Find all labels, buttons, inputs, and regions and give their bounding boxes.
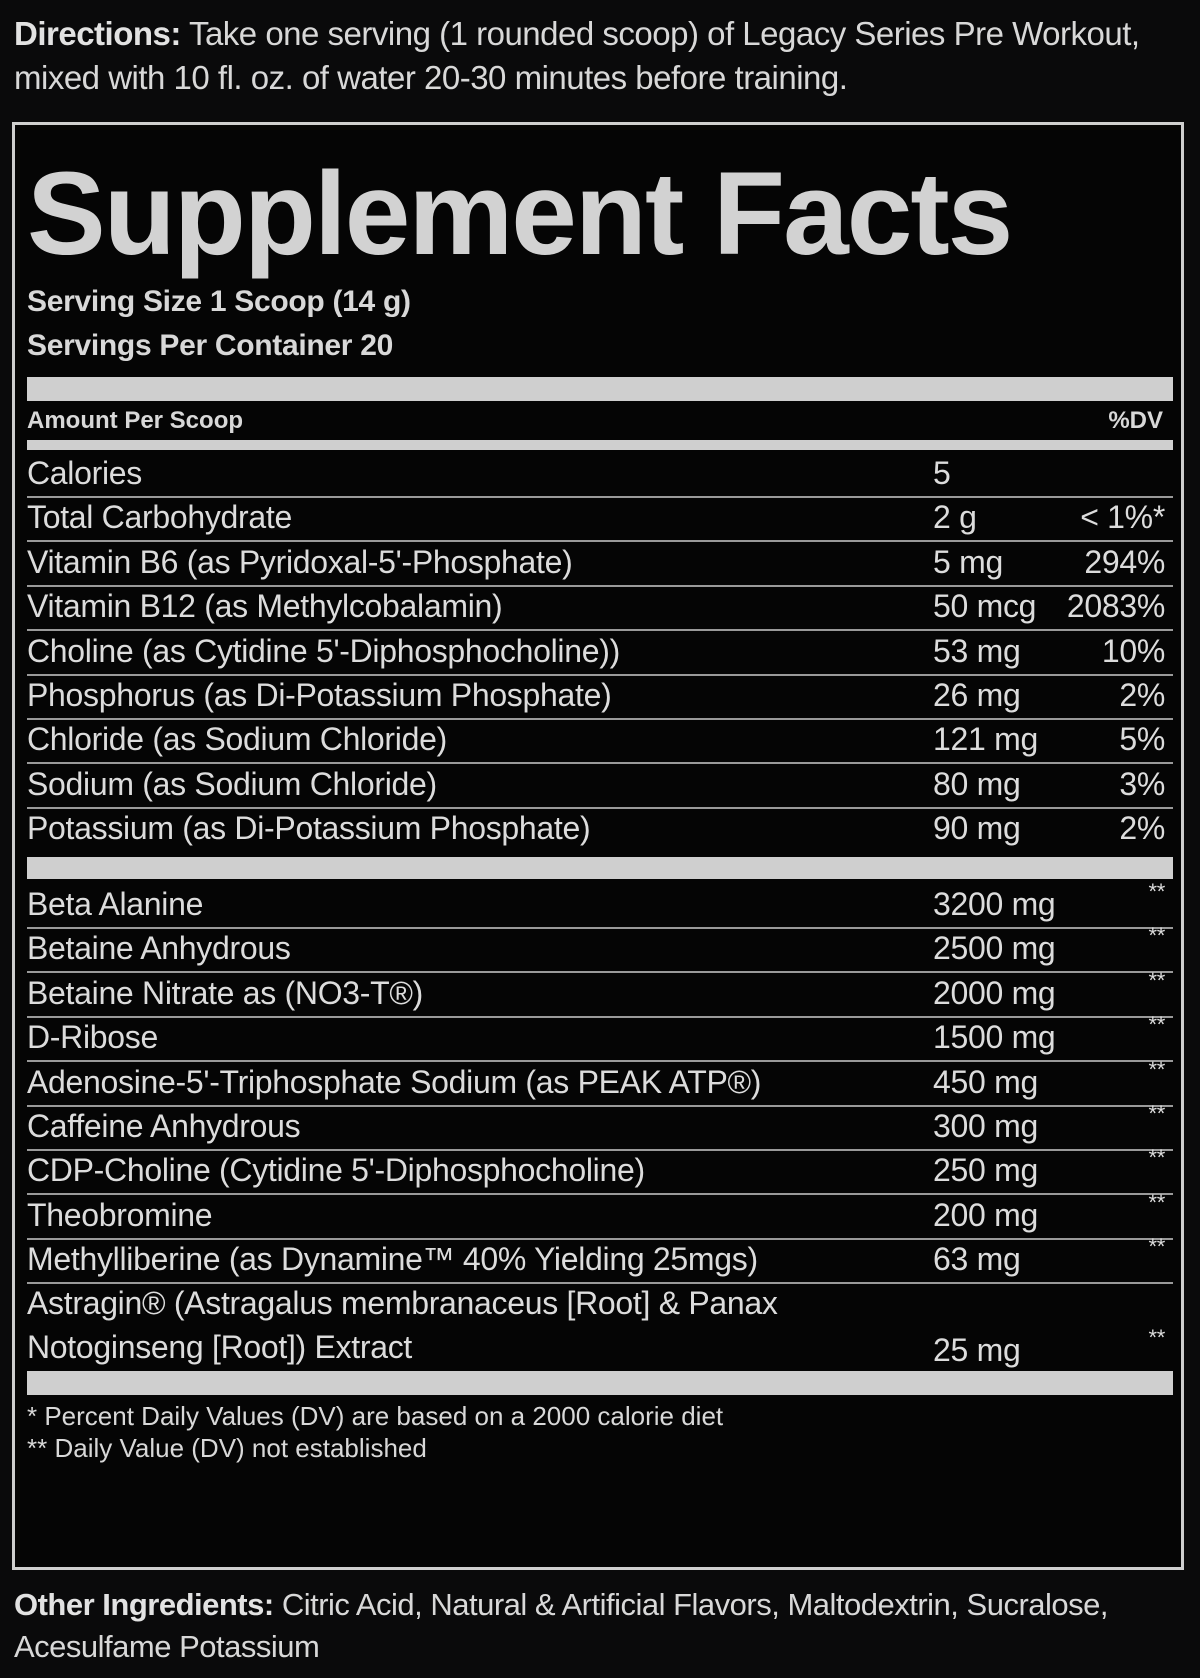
row-amount: 2 g: [933, 499, 977, 536]
nutrient-row: [27, 628, 1173, 676]
row-daily-value: **: [1148, 923, 1165, 949]
row-amount: 200 mg: [933, 1196, 1038, 1233]
serving-size: Serving Size 1 Scoop (14 g): [27, 285, 411, 318]
nutrient-row: [27, 761, 1173, 809]
row-amount: 80 mg: [933, 765, 1021, 802]
row-amount: 53 mg: [933, 632, 1021, 669]
ingredient-row: [27, 1103, 1173, 1151]
row-name: Adenosine-5'-Triphosphate Sodium (as PEAK ATP®): [27, 1063, 762, 1100]
row-name: Choline (as Cytidine 5'-Diphosphocholine)): [27, 632, 620, 669]
other-ingredients-label: Other Ingredients:: [14, 1587, 274, 1622]
other-ingredients: [14, 1584, 1186, 1668]
row-amount: 25 mg: [933, 1331, 1021, 1368]
row-name: Vitamin B12 (as Methylcobalamin): [27, 588, 503, 625]
ingredient-row: [27, 1281, 1173, 1373]
row-amount: 2000 mg: [933, 974, 1056, 1011]
row-daily-value: **: [1148, 1056, 1165, 1082]
directions-body: Take one serving (1 rounded scoop) of Legacy Series Pre Workout, mixed with 10 fl. oz. of water 20-30 minutes before training.: [14, 15, 1140, 96]
row-daily-value: 5%: [1119, 721, 1165, 758]
nutrient-row: [27, 583, 1173, 631]
supplement-facts-panel: [12, 122, 1184, 1570]
ingredient-row: [27, 1014, 1173, 1062]
ingredient-row: [27, 1147, 1173, 1195]
amount-header-row: [27, 407, 1163, 435]
row-daily-value: **: [1148, 1189, 1165, 1215]
nutrient-row: [27, 494, 1173, 542]
row-daily-value: < 1%*: [1080, 499, 1165, 536]
row-daily-value: **: [1148, 967, 1165, 993]
row-amount: 90 mg: [933, 810, 1021, 847]
row-daily-value: **: [1148, 1324, 1165, 1350]
row-name: Methylliberine (as Dynamine™ 40% Yielding 25mgs): [27, 1241, 758, 1278]
row-name: Astragin® (Astragalus membranaceus [Root] & Panax Notoginseng [Root]) Extract: [27, 1284, 778, 1365]
facts-title: Supplement Facts: [27, 148, 1012, 280]
nutrient-row: [27, 539, 1173, 587]
row-amount: 50 mcg: [933, 588, 1037, 625]
footnote-percent-dv: * Percent Daily Values (DV) are based on a 2000 calorie diet: [27, 1401, 724, 1431]
ingredient-row: [27, 881, 1173, 929]
row-name: D-Ribose: [27, 1019, 158, 1056]
row-daily-value: **: [1148, 1234, 1165, 1260]
row-daily-value: **: [1148, 879, 1165, 904]
thick-divider-2: [27, 857, 1173, 879]
row-daily-value: 294%: [1084, 543, 1165, 580]
row-name: CDP-Choline (Cytidine 5'-Diphosphocholine): [27, 1152, 645, 1189]
row-amount: 3200 mg: [933, 886, 1056, 922]
nutrient-row: [27, 805, 1173, 851]
thick-divider: [27, 377, 1173, 401]
row-amount: 26 mg: [933, 677, 1021, 713]
row-name: Beta Alanine: [27, 886, 204, 922]
row-name: Potassium (as Di-Potassium Phosphate): [27, 810, 591, 847]
row-amount: 121 mg: [933, 721, 1038, 758]
thick-divider-3: [27, 1371, 1173, 1395]
row-daily-value: 10%: [1101, 632, 1165, 669]
row-amount: 2500 mg: [933, 930, 1056, 967]
row-daily-value: 3%: [1119, 765, 1165, 802]
directions-label: Directions:: [14, 15, 181, 52]
row-name: Phosphorus (as Di-Potassium Phosphate): [27, 677, 612, 713]
row-daily-value: **: [1148, 1145, 1165, 1171]
row-name: Betaine Anhydrous: [27, 930, 291, 967]
ingredient-row: [27, 925, 1173, 973]
row-name: Sodium (as Sodium Chloride): [27, 765, 437, 802]
ingredient-row: [27, 967, 1173, 1018]
row-daily-value: **: [1148, 1012, 1165, 1038]
row-amount: 1500 mg: [933, 1019, 1056, 1056]
servings-per-container: Servings Per Container 20: [27, 329, 393, 362]
row-daily-value: **: [1148, 1101, 1165, 1126]
directions-text: [14, 12, 1186, 100]
row-name: Caffeine Anhydrous: [27, 1108, 301, 1144]
medium-divider: [27, 440, 1173, 450]
ingredient-row: [27, 1056, 1173, 1107]
other-ingredients-body: Citric Acid, Natural & Artificial Flavors, Maltodextrin, Sucralose, Acesulfame Potassium: [14, 1587, 1108, 1664]
dv-header-label: %DV: [1108, 407, 1163, 434]
row-name: Total Carbohydrate: [27, 499, 292, 536]
row-daily-value: 2083%: [1066, 588, 1165, 625]
row-amount: 5: [933, 455, 951, 491]
row-amount: 5 mg: [933, 543, 1003, 580]
footnote-dv-not-established: ** Daily Value (DV) not established: [27, 1433, 427, 1463]
row-name: Vitamin B6 (as Pyridoxal-5'-Phosphate): [27, 543, 573, 580]
ingredient-row: [27, 1236, 1173, 1284]
row-daily-value: 2%: [1119, 677, 1165, 713]
row-amount: 450 mg: [933, 1063, 1038, 1100]
row-amount: 300 mg: [933, 1108, 1038, 1144]
row-name: Betaine Nitrate as (NO3-T®): [27, 974, 424, 1011]
nutrient-row: [27, 450, 1173, 498]
nutrient-row: [27, 716, 1173, 764]
row-name: Chloride (as Sodium Chloride): [27, 721, 447, 758]
row-daily-value: 2%: [1119, 810, 1165, 847]
row-name: Theobromine: [27, 1196, 213, 1233]
nutrient-row: [27, 672, 1173, 720]
row-amount: 250 mg: [933, 1152, 1038, 1189]
row-name: Calories: [27, 455, 142, 491]
amount-per-scoop-label: Amount Per Scoop: [27, 407, 244, 434]
ingredient-row: [27, 1189, 1173, 1240]
row-amount: 63 mg: [933, 1241, 1021, 1278]
